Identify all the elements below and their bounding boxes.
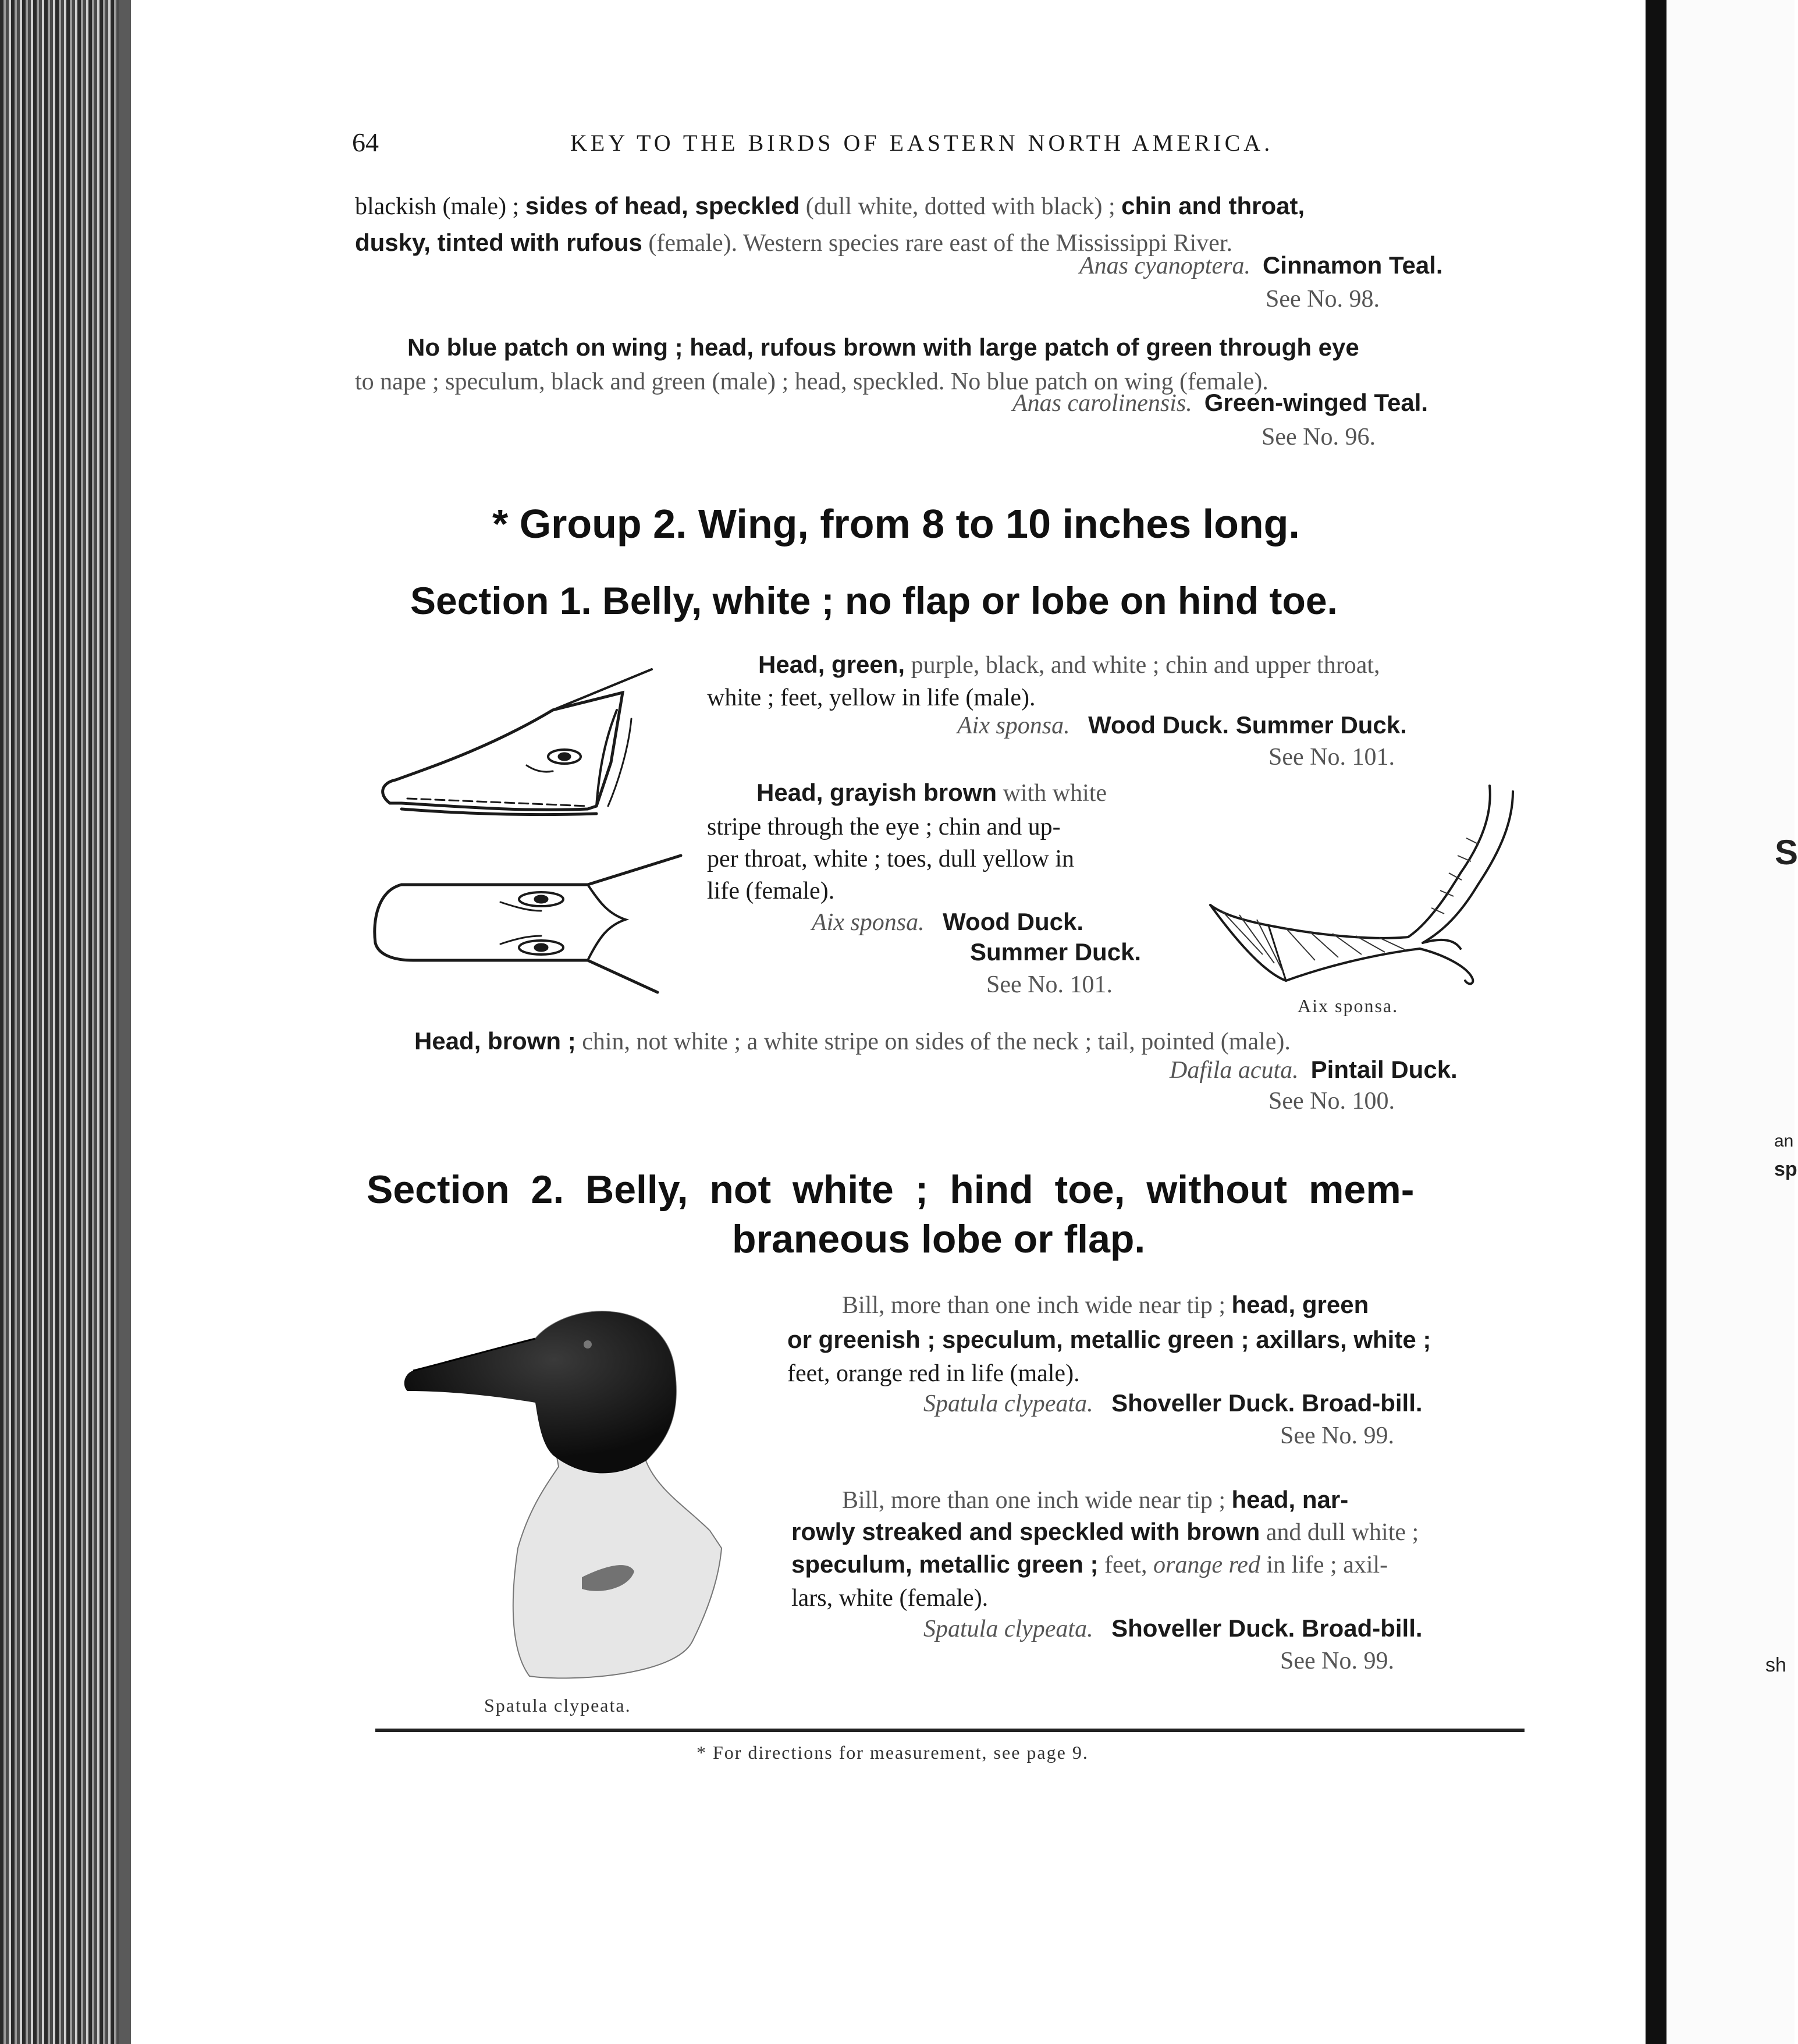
text-bold: Head, brown ;: [414, 1027, 576, 1055]
wood-female-common-2: Summer Duck.: [970, 938, 1142, 966]
section-1-heading: Section 1. Belly, white ; no flap or lobe on hind toe.: [410, 579, 1338, 622]
text-bold: chin and throat,: [1121, 192, 1305, 219]
wood-female-line-1: [756, 779, 1107, 807]
shoveller-female-line-4: lars, white (female).: [791, 1585, 989, 1612]
text: (female). Western species rare east of the Mississippi River.: [642, 230, 1232, 257]
footnote-rule: [375, 1729, 1525, 1732]
running-title: KEY TO THE BIRDS OF EASTERN NORTH AMERICA.: [570, 130, 1274, 156]
shoveller-male-line-1: [842, 1291, 1369, 1319]
wood-female-name-line: [812, 908, 1083, 936]
scientific-name: Anas carolinensis.: [1012, 390, 1192, 417]
text-bold: head, green: [1231, 1291, 1369, 1318]
next-page-fragment: sp: [1774, 1158, 1797, 1180]
text: purple, black, and white ; chin and upper throat,: [905, 652, 1380, 679]
shoveller-male-name-line: [923, 1389, 1423, 1418]
shoveller-female-ref: See No. 99.: [1280, 1648, 1394, 1674]
scientific-name: Aix sponsa.: [957, 712, 1070, 739]
text-bold: head, nar-: [1231, 1486, 1349, 1513]
next-page-fragment: S: [1775, 833, 1798, 872]
pintail-line-1: [414, 1027, 1291, 1056]
text: Bill, more than one inch wide near tip ;: [842, 1487, 1232, 1514]
green-winged-name-line: [1012, 389, 1428, 417]
text: chin, not white ; a white stripe on sides of the neck ; tail, pointed (male).: [575, 1028, 1291, 1055]
text-bold: sides of head, speckled: [525, 192, 800, 219]
common-name: Green-winged Teal.: [1204, 389, 1429, 416]
green-winged-line-2: to nape ; speculum, black and green (male) ; head, speckled. No blue patch on wing (female).: [355, 368, 1268, 395]
wood-male-line-1: [758, 651, 1380, 679]
wood-female-ref: See No. 101.: [986, 971, 1113, 998]
scientific-name: Dafila acuta.: [1170, 1057, 1299, 1084]
common-name: Wood Duck.: [943, 908, 1084, 935]
cinnamon-name-line: [1079, 251, 1443, 280]
text-bold: Head, grayish brown: [756, 779, 997, 806]
wood-duck-bill-illustration: [367, 663, 692, 1013]
text: and dull white ;: [1260, 1519, 1419, 1546]
text-italic: orange red: [1153, 1552, 1260, 1578]
text-bold: dusky, tinted with rufous: [355, 229, 642, 256]
wood-male-line-2: white ; feet, yellow in life (male).: [707, 684, 1036, 711]
cinnamon-ref: See No. 98.: [1266, 286, 1380, 313]
shoveller-head-illustration: [396, 1304, 745, 1688]
scientific-name: Anas cyanoptera.: [1079, 253, 1250, 279]
common-name: Shoveller Duck. Broad-bill.: [1111, 1614, 1423, 1642]
text-bold: speculum, metallic green ;: [791, 1550, 1099, 1578]
shoveller-female-line-3: [791, 1550, 1388, 1579]
group-2-heading: * Group 2. Wing, from 8 to 10 inches long.: [492, 501, 1300, 547]
green-winged-line-1: No blue patch on wing ; head, rufous brown with large patch of green through eye: [407, 333, 1359, 361]
foot-caption: Aix sponsa.: [1298, 995, 1399, 1016]
wood-male-name-line: [957, 711, 1407, 740]
common-name: Shoveller Duck. Broad-bill.: [1111, 1389, 1423, 1417]
text: (dull white, dotted with black) ;: [799, 193, 1122, 220]
text: blackish (male) ;: [355, 193, 525, 220]
green-winged-ref: See No. 96.: [1262, 424, 1376, 450]
shoveller-female-line-1: [842, 1486, 1348, 1514]
shoveller-male-line-2: or greenish ; speculum, metallic green ; axillars, white ;: [787, 1326, 1431, 1353]
section-2-heading-line-1: Section 2. Belly, not white ; hind toe, without mem-: [367, 1168, 1415, 1212]
section-2-heading-line-2: braneous lobe or flap.: [732, 1217, 1146, 1261]
common-name: Wood Duck. Summer Duck.: [1088, 711, 1407, 739]
scientific-name: Aix sponsa.: [812, 909, 925, 936]
common-name: Pintail Duck.: [1310, 1056, 1458, 1083]
cinnamon-line-1: [355, 192, 1305, 221]
wood-female-line-4: life (female).: [707, 878, 835, 904]
text: in life ; axil-: [1260, 1552, 1388, 1578]
shoveller-female-line-2: [791, 1518, 1419, 1546]
wood-female-line-3: per throat, white ; toes, dull yellow in: [707, 846, 1075, 872]
page-edge-shadow: [1646, 0, 1666, 2044]
wood-duck-foot-illustration: [1187, 780, 1525, 989]
gutter-edge: [119, 0, 131, 2044]
text-bold: Head, green,: [758, 651, 905, 678]
head-caption: Spatula clypeata.: [484, 1695, 631, 1716]
text-bold: rowly streaked and speckled with brown: [791, 1518, 1260, 1545]
next-page-fragment: sh: [1765, 1654, 1786, 1676]
pintail-ref: See No. 100.: [1268, 1088, 1395, 1115]
common-name: Cinnamon Teal.: [1262, 251, 1443, 279]
shoveller-male-ref: See No. 99.: [1280, 1422, 1394, 1449]
scientific-name: Spatula clypeata.: [923, 1390, 1093, 1417]
next-page-fragment: an: [1774, 1131, 1794, 1151]
shoveller-male-line-3: feet, orange red in life (male).: [787, 1360, 1080, 1387]
text: with white: [997, 780, 1107, 807]
next-page-strip: [1666, 0, 1798, 2044]
footnote: * For directions for measurement, see page 9.: [697, 1742, 1089, 1763]
shoveller-female-name-line: [923, 1614, 1423, 1643]
scientific-name: Spatula clypeata.: [923, 1616, 1093, 1642]
pintail-name-line: [1170, 1056, 1458, 1084]
text: Bill, more than one inch wide near tip ;: [842, 1292, 1232, 1319]
text: feet,: [1098, 1552, 1153, 1578]
book-gutter: [0, 0, 128, 2044]
page-number: 64: [352, 127, 379, 157]
wood-female-line-2: stripe through the eye ; chin and up-: [707, 814, 1061, 840]
wood-male-ref: See No. 101.: [1268, 744, 1395, 771]
